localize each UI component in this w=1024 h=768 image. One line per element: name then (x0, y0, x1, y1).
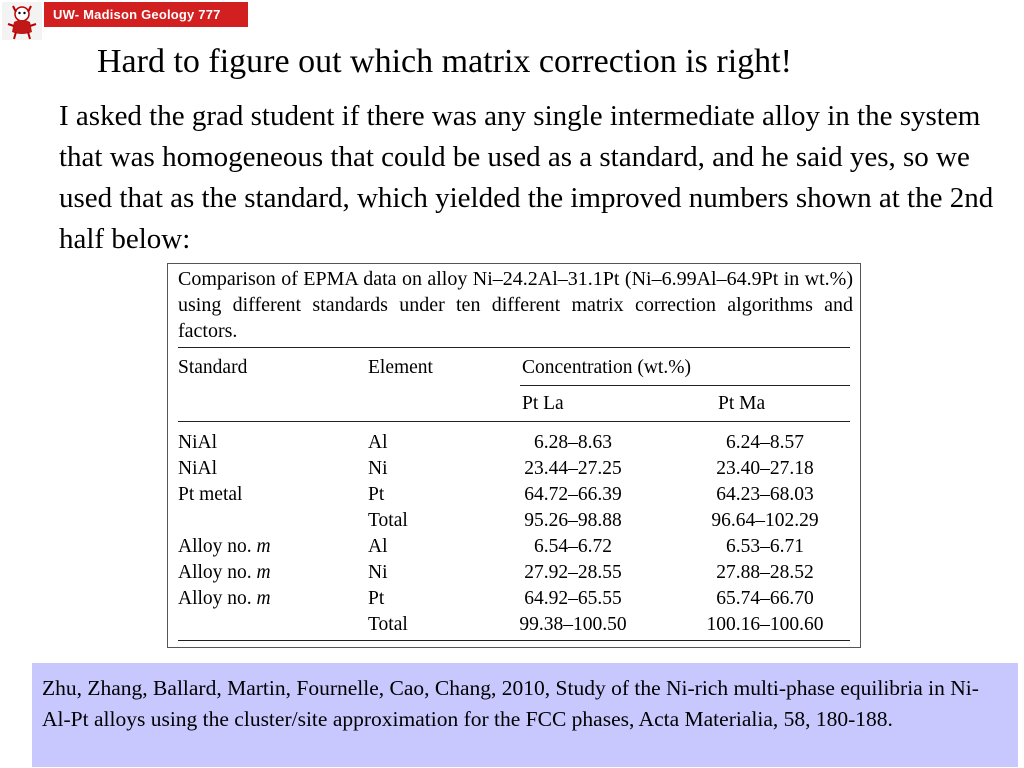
row-pt-la: 99.38–100.50 (519, 614, 627, 635)
row-standard: Pt metal (178, 484, 243, 505)
row-standard: NiAl (178, 458, 217, 479)
header-logo (0, 0, 250, 44)
row-pt-ma: 6.24–8.57 (726, 432, 804, 453)
row-pt-la: 23.44–27.25 (524, 458, 622, 479)
row-standard: NiAl (178, 432, 217, 453)
row-element: Pt (368, 484, 385, 505)
row-element: Al (368, 536, 388, 557)
citation-box: Zhu, Zhang, Ballard, Martin, Fournelle, Cao, Chang, 2010, Study of the Ni-rich multi-phase equilibria in Ni-Al-Pt alloys using the cluster/site approximation for the FCC phases, Acta Materialia, 58, 180-188. (32, 663, 1018, 767)
slide-title: Hard to figure out which matrix correction is right! (97, 43, 792, 80)
row-standard: Alloy no. m (178, 588, 271, 609)
row-pt-la: 27.92–28.55 (524, 562, 622, 583)
header-concentration: Concentration (wt.%) (522, 357, 691, 378)
header-element: Element (368, 357, 433, 378)
slide-body-text: I asked the grad student if there was any single intermediate alloy in the system that was homogeneous that could be used as a standard, and he said yes, so we used that as the standard, which yielded the improved numbers shown at the 2nd half below: (59, 100, 994, 255)
row-pt-ma: 96.64–102.29 (711, 510, 819, 531)
header-pt-ma: Pt Ma (718, 393, 766, 414)
row-pt-ma: 100.16–100.60 (706, 614, 824, 635)
row-standard: Alloy no. m (178, 536, 271, 557)
table-bottom-rule (178, 640, 850, 641)
row-pt-ma: 6.53–6.71 (726, 536, 804, 557)
table-caption: Comparison of EPMA data on alloy Ni–24.2Al–31.1Pt (Ni–6.99Al–64.9Pt in wt.%) using different standards under ten different matrix correction algorithms and factors. (178, 268, 853, 342)
row-pt-la: 6.54–6.72 (534, 536, 612, 557)
badger-mascot-icon (2, 2, 42, 40)
table-top-rule (178, 347, 850, 348)
row-pt-la: 6.28–8.63 (534, 432, 612, 453)
row-pt-ma: 64.23–68.03 (716, 484, 814, 505)
row-pt-la: 64.92–65.55 (524, 588, 622, 609)
epma-table-image (167, 263, 861, 648)
row-element: Ni (368, 562, 388, 583)
row-element: Total (368, 614, 408, 635)
row-pt-la: 64.72–66.39 (524, 484, 622, 505)
row-pt-la: 95.26–98.88 (524, 510, 622, 531)
row-element: Pt (368, 588, 385, 609)
row-element: Al (368, 432, 388, 453)
row-pt-ma: 27.88–28.52 (716, 562, 814, 583)
concentration-rule (520, 385, 850, 386)
header-pt-la: Pt La (522, 393, 564, 414)
logo-banner: UW- Madison Geology 777 (44, 2, 248, 27)
row-standard: Alloy no. m (178, 562, 271, 583)
header-bottom-rule (178, 421, 850, 422)
row-pt-ma: 65.74–66.70 (716, 588, 814, 609)
row-pt-ma: 23.40–27.18 (716, 458, 814, 479)
header-standard: Standard (178, 357, 248, 378)
row-element: Ni (368, 458, 388, 479)
row-element: Total (368, 510, 408, 531)
